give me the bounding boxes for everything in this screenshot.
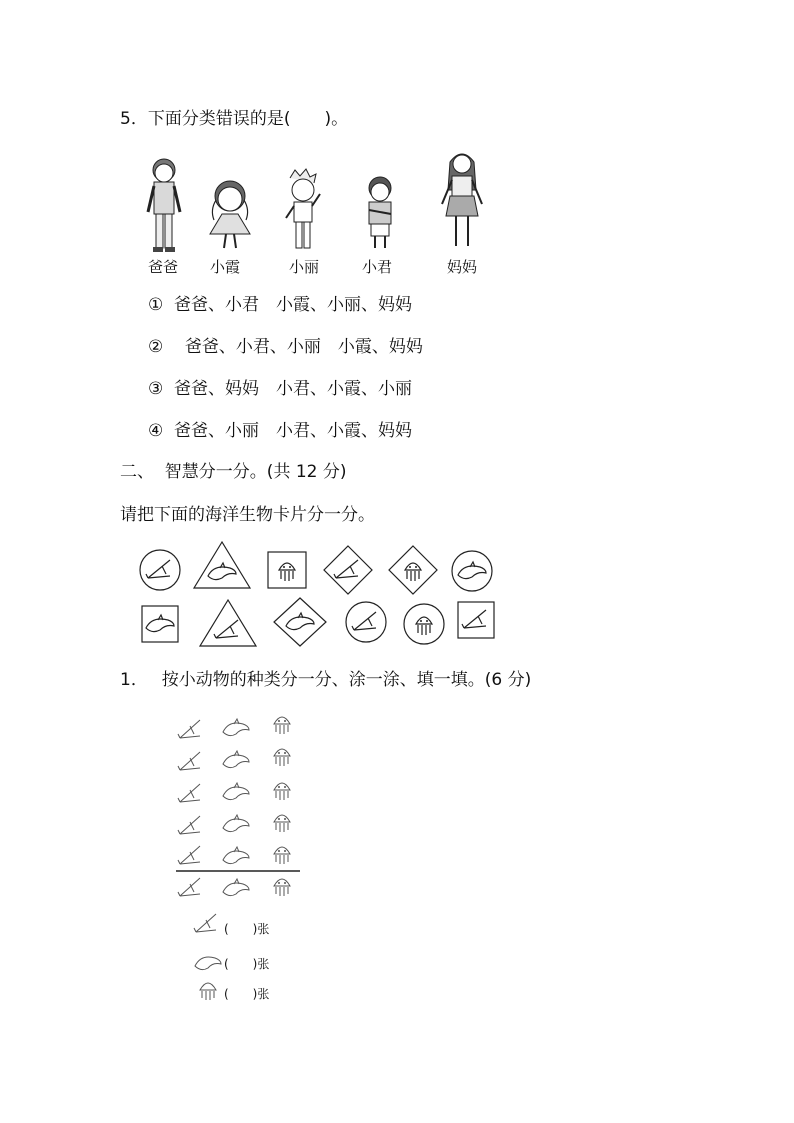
name-xiaoli: 小丽 xyxy=(289,258,320,276)
xiaoli-figure xyxy=(286,169,320,248)
card-fish-triangle xyxy=(200,600,256,646)
q5-title: 5．下面分类错误的是( )。 xyxy=(120,109,349,129)
card-jelly-square xyxy=(268,552,306,588)
option-1: ① 爸爸、小君 小霞、小丽、妈妈 xyxy=(148,295,413,315)
dad-figure xyxy=(148,159,180,252)
xiaojun-figure xyxy=(369,177,391,248)
card-dolphin-triangle xyxy=(194,542,250,588)
name-xiaojun: 小君 xyxy=(362,258,393,276)
option-4: ④ 爸爸、小丽 小君、小霞、妈妈 xyxy=(148,421,413,441)
card-fish-circle xyxy=(140,550,180,590)
mom-figure xyxy=(442,154,482,246)
sea-creature-cards xyxy=(130,538,510,650)
q1-title: 1． 按小动物的种类分一分、涂一涂、填一填。(6 分) xyxy=(120,670,532,690)
pictograph-grid xyxy=(170,708,310,908)
section-two-instruction: 请把下面的海洋生物卡片分一分。 xyxy=(120,505,375,525)
card-dolphin-diamond xyxy=(274,598,326,646)
card-fish-circle-2 xyxy=(346,602,386,642)
fish-icon xyxy=(194,914,216,932)
xiaoxia-figure xyxy=(210,181,250,248)
option-3: ③ 爸爸、妈妈 小君、小霞、小丽 xyxy=(148,379,413,399)
card-dolphin-square xyxy=(142,606,178,642)
name-dad: 爸爸 xyxy=(148,258,179,276)
name-xiaoxia: 小霞 xyxy=(210,258,241,276)
option-2: ② 爸爸、小君、小丽 小霞、妈妈 xyxy=(148,337,423,357)
fill-in-icons xyxy=(192,910,222,1000)
card-jelly-circle xyxy=(404,604,444,644)
card-fish-diamond xyxy=(324,546,372,594)
people-illustration xyxy=(140,148,500,258)
jellyfish-icon xyxy=(200,983,216,1000)
fish-count-blank[interactable]: ( )张 xyxy=(224,922,270,936)
card-dolphin-circle xyxy=(452,551,492,591)
dolphin-count-blank[interactable]: ( )张 xyxy=(224,957,270,971)
jellyfish-count-blank[interactable]: ( )张 xyxy=(224,987,270,1001)
section-two-heading: 二、 智慧分一分。(共 12 分) xyxy=(120,462,347,482)
name-mom: 妈妈 xyxy=(447,258,478,276)
card-jelly-diamond xyxy=(389,546,437,594)
dolphin-icon xyxy=(195,957,221,970)
card-fish-square xyxy=(458,602,494,638)
